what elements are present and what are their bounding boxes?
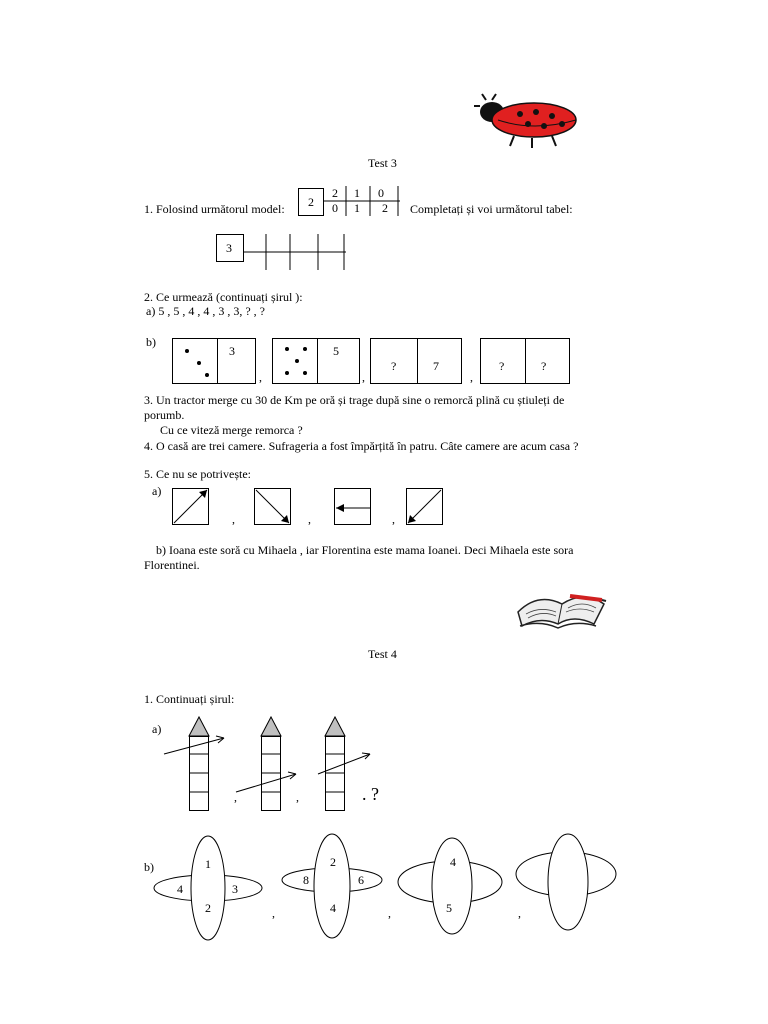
- book-image: [514, 582, 608, 630]
- q5-b-line1: b) Ioana este soră cu Mihaela , iar Florentina este mama Ioanei. Deci Mihaela este sora: [156, 543, 574, 557]
- q3-line1: 3. Un tractor merge cu 30 de Km pe oră și trage după sine o remorcă plină cu știuleți de: [144, 393, 565, 407]
- q5-a-label: a): [152, 484, 162, 498]
- flower-3-top: 4: [450, 855, 456, 869]
- flower-2-right: 6: [358, 873, 364, 887]
- tower-arrows: [150, 730, 380, 800]
- card-separator: ,: [470, 370, 473, 384]
- flower-separator: ,: [518, 906, 521, 920]
- flower-separator: ,: [272, 906, 275, 920]
- arrow-box-down-left: [406, 488, 444, 526]
- model-top-0: 2: [332, 186, 338, 200]
- card-number: ?: [541, 359, 547, 373]
- q3-line2: porumb.: [144, 408, 185, 422]
- tower-separator: ,: [296, 790, 299, 804]
- q2-heading: 2. Ce urmează (continuați șirul ):: [144, 290, 303, 304]
- card-number: 7: [433, 359, 439, 373]
- task-table-lines: [244, 234, 348, 272]
- test4-title: Test 4: [368, 647, 397, 661]
- flower-1: [150, 834, 270, 942]
- model-bottom-1: 1: [354, 201, 360, 215]
- flower-1-top: 1: [205, 857, 211, 871]
- arrow-separator: ,: [232, 512, 235, 526]
- tower-question-mark: . ?: [362, 784, 379, 804]
- card-left-value: ?: [391, 359, 397, 373]
- model-top-1: 1: [354, 186, 360, 200]
- flower-2-bottom: 4: [330, 901, 336, 915]
- flower-1-left: 4: [177, 882, 183, 896]
- model-start-value: 2: [308, 195, 314, 209]
- card-left-value: ?: [499, 359, 505, 373]
- model-bottom-2: 2: [382, 201, 388, 215]
- q1-prefix: 1. Folosind următorul model:: [144, 202, 285, 216]
- flower-3: [396, 836, 508, 936]
- dot-card-2: [272, 338, 360, 384]
- flower-2-top: 2: [330, 855, 336, 869]
- flower-4: [514, 832, 620, 936]
- dot-card-1: [172, 338, 256, 384]
- model-top-2: 0: [378, 186, 384, 200]
- test4-b-label: b): [144, 860, 154, 874]
- q5-heading: 5. Ce nu se potrivește:: [144, 467, 251, 481]
- task-start-value: 3: [226, 241, 232, 255]
- flower-1-right: 3: [232, 882, 238, 896]
- q3-line3: Cu ce viteză merge remorca ?: [160, 423, 303, 437]
- card-number: 3: [229, 344, 235, 358]
- card-dots: [173, 339, 217, 385]
- q2-b-label: b): [146, 335, 156, 349]
- dot-card-4: [480, 338, 570, 384]
- arrow-box-up-right: [172, 488, 210, 526]
- flower-separator: ,: [388, 906, 391, 920]
- dot-card-3: [370, 338, 462, 384]
- card-separator: ,: [362, 370, 365, 384]
- ladybug-image: [470, 92, 590, 152]
- test4-a-label: a): [152, 722, 162, 736]
- arrow-box-left: [334, 488, 372, 526]
- model-start-box: [298, 188, 324, 216]
- arrow-box-down-right: [254, 488, 292, 526]
- model-bottom-0: 0: [332, 201, 338, 215]
- test4-q1-heading: 1. Continuați șirul:: [144, 692, 235, 706]
- test3-title: Test 3: [368, 156, 397, 170]
- q1-suffix: Completați și voi următorul tabel:: [410, 202, 573, 216]
- card-number: 5: [333, 344, 339, 358]
- flower-2: [280, 832, 388, 940]
- tower-separator: ,: [234, 790, 237, 804]
- card-separator: ,: [259, 370, 262, 384]
- q4-text: 4. O casă are trei camere. Sufrageria a fost împărțită în patru. Câte camere are acum casa ?: [144, 439, 579, 453]
- q5-b-line2: Florentinei.: [144, 558, 200, 572]
- q2-sequence-a: a) 5 , 5 , 4 , 4 , 3 , 3, ? , ?: [146, 304, 265, 318]
- arrow-separator: ,: [308, 512, 311, 526]
- task-start-box: [216, 234, 244, 262]
- flower-1-bottom: 2: [205, 901, 211, 915]
- flower-2-left: 8: [303, 873, 309, 887]
- flower-3-bottom: 5: [446, 901, 452, 915]
- arrow-separator: ,: [392, 512, 395, 526]
- card-dots: [273, 339, 317, 385]
